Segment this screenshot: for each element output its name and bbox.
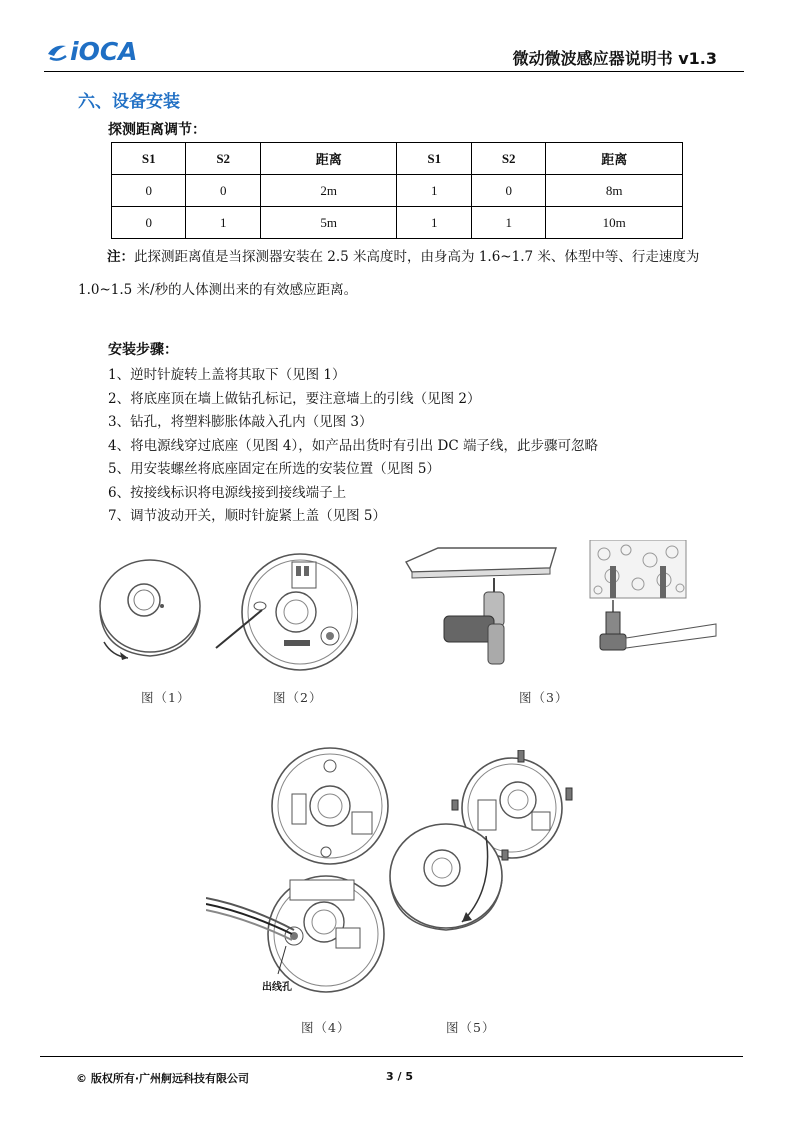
table-header-cell: 距离: [546, 143, 683, 175]
brand-logo: [44, 36, 154, 66]
header-divider: [44, 71, 744, 72]
table-cell: 0: [112, 175, 186, 207]
table-cell: 5m: [260, 207, 397, 239]
footer-copyright: © 版权所有·广州舸远科技有限公司: [76, 1072, 250, 1085]
figure-5-caption: 图（5）: [446, 1020, 496, 1035]
table-header-cell: S1: [397, 143, 471, 175]
table-cell: 1: [397, 207, 471, 239]
figure-3-drilling-illustration: [398, 540, 718, 670]
table-cell: 1: [397, 175, 471, 207]
table-header-cell: S1: [112, 143, 186, 175]
table-cell: 8m: [546, 175, 683, 207]
figure-4-caption: 图（4）: [301, 1020, 351, 1035]
table-cell: 2m: [260, 175, 397, 207]
table-cell: 0: [186, 175, 260, 207]
list-item: 2、将底座顶在墙上做钻孔标记，要注意墙上的引线（见图 2）: [108, 390, 481, 407]
figure-1-caption: 图（1）: [141, 690, 191, 705]
section-title: 六、设备安装: [78, 92, 180, 112]
install-heading: 安装步骤：: [108, 342, 178, 358]
figure-5-fixing-illustration: [382, 750, 592, 940]
table-header-row: [112, 143, 683, 175]
install-steps: [108, 364, 598, 529]
figure-2-caption: 图（2）: [273, 690, 323, 705]
range-note: [78, 241, 728, 307]
document-title: 微动微波感应器说明书 v1.3: [512, 49, 717, 68]
note-label: 注：: [107, 249, 134, 265]
table-cell: 0: [471, 175, 545, 207]
outlet-hole-label: 出线孔: [262, 982, 292, 993]
figure-2-base-marking-illustration: [208, 552, 358, 678]
table-header-cell: S2: [186, 143, 260, 175]
footer-divider: [40, 1056, 743, 1057]
range-heading: 探测距离调节：: [108, 122, 206, 138]
table-cell: 1: [471, 207, 545, 239]
table-header-cell: S2: [471, 143, 545, 175]
list-item: 1、逆时针旋转上盖将其取下（见图 1）: [108, 367, 346, 383]
note-text: 此探测距离值是当探测器安装在 2.5 米高度时，由身高为 1.6~1.7 米、体型中等、行走速度为 1.0~1.5 米/秒的人体测出来的有效感应距离。: [78, 249, 700, 298]
table-header-cell: 距离: [260, 143, 397, 175]
table-cell: 1: [186, 207, 260, 239]
list-item: 4、将电源线穿过底座（见图 4），如产品出货时有引出 DC 端子线，此步骤可忽略: [108, 437, 598, 454]
brand-wordmark: iOCA: [70, 37, 138, 66]
list-item: 7、调节波动开关，顺时针旋紧上盖（见图 5）: [108, 508, 386, 524]
list-item: 6、按接线标识将电源线接到接线端子上: [108, 484, 347, 501]
footer-page-number: 3 / 5: [386, 1070, 413, 1083]
distance-table: [111, 142, 683, 239]
figure-4-cable-illustration: [206, 742, 396, 1004]
list-item: 3、钻孔，将塑料膨胀体敲入孔内（见图 3）: [108, 414, 373, 430]
list-item: 5、用安装螺丝将底座固定在所选的安装位置（见图 5）: [108, 461, 440, 477]
table-row: [112, 175, 683, 207]
table-cell: 10m: [546, 207, 683, 239]
table-row: [112, 207, 683, 239]
figure-3-caption: 图（3）: [519, 690, 569, 705]
figure-1-cover-illustration: [88, 548, 208, 678]
table-cell: 0: [112, 207, 186, 239]
